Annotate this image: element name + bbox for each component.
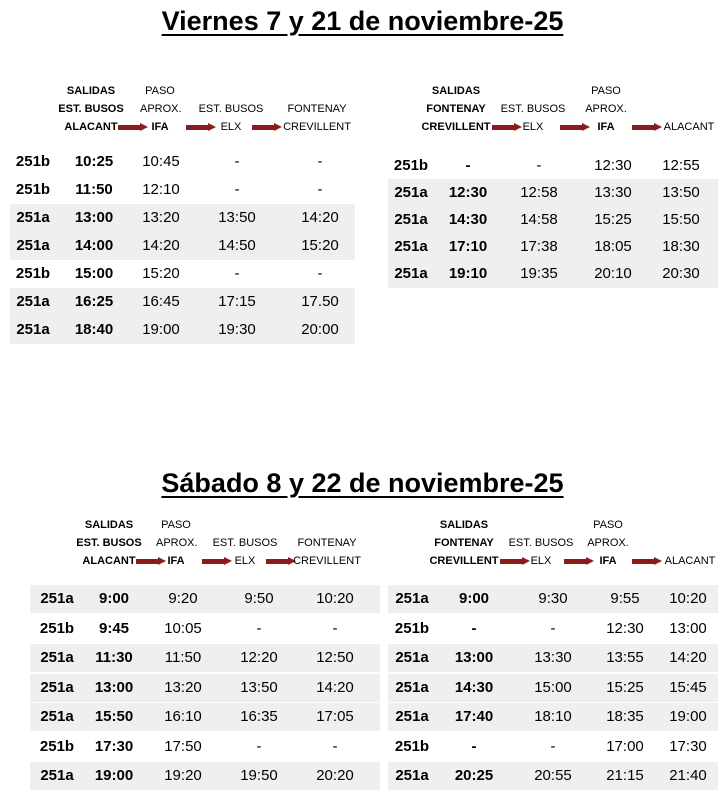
cell-elx: 17:15: [218, 293, 256, 310]
cell-alc: 13:50: [662, 184, 700, 201]
cell-elx: -: [234, 153, 240, 170]
cell-elx: 19:50: [240, 767, 278, 784]
cell-elx: -: [256, 737, 262, 755]
cell-line: 251b: [15, 153, 51, 170]
cell-alc: 19:00: [669, 708, 707, 725]
cell-elx: -: [550, 737, 556, 755]
cell-line: 251a: [16, 321, 50, 338]
cell-dep: 11:50: [75, 181, 113, 198]
cell-elx: 16:35: [240, 708, 278, 725]
cell-alc: 20:30: [662, 265, 700, 282]
header-paso-ifa: PASO APROX. IFA: [140, 85, 182, 133]
cell-line: 251a: [394, 265, 428, 282]
table-row: [10, 148, 355, 176]
header-elx: EST. BUSOS ELX: [212, 537, 278, 567]
cell-ifa: 15:25: [606, 678, 644, 696]
cell-alc: 17:30: [669, 737, 707, 755]
cell-elx: 13:50: [218, 209, 256, 226]
cell-ifa: 16:45: [142, 293, 180, 310]
cell-ifa: 18:35: [606, 708, 644, 725]
cell-crev: 20:20: [316, 767, 354, 784]
header-elx: EST. BUSOS ELX: [198, 103, 264, 133]
table-row: [388, 703, 718, 731]
cell-line: 251a: [40, 649, 74, 666]
cell-dep: 11:30: [95, 649, 133, 666]
cell-elx: 9:50: [244, 590, 274, 607]
cell-ifa: 13:55: [606, 649, 644, 666]
saturday-title: Sábado 8 y 22 de noviembre-25: [161, 468, 564, 498]
header-paso-ifa: PASO APROX. IFA: [585, 85, 627, 133]
cell-dep: 19:00: [94, 767, 134, 784]
cell-crev: -: [332, 619, 338, 637]
cell-line: 251a: [40, 678, 74, 696]
cell-ifa: 13:20: [142, 209, 180, 226]
table-row: [388, 585, 718, 613]
table-row: [388, 260, 718, 288]
cell-dep: 17:10: [448, 238, 488, 255]
cell-dep: 18:40: [74, 321, 114, 338]
table-row: [30, 703, 380, 731]
friday-title: Viernes 7 y 21 de noviembre-25: [161, 6, 564, 36]
cell-dep: 17:40: [454, 708, 494, 725]
cell-dep: 13:00: [74, 209, 114, 226]
cell-line: 251b: [39, 737, 75, 755]
header-salidas: SALIDAS FONTENAY CREVILLENT: [421, 85, 491, 133]
cell-dep: 14:30: [448, 211, 488, 228]
table-row: [388, 152, 718, 180]
header-paso-ifa: PASO APROX. IFA: [587, 519, 629, 567]
table-row: [30, 762, 380, 790]
table-row: [10, 260, 355, 288]
cell-elx: -: [234, 181, 240, 198]
table-row: [10, 316, 355, 344]
saturday-outbound-header: [30, 516, 375, 567]
table-row: [10, 176, 355, 204]
table-row: [388, 644, 718, 672]
cell-ifa: 9:20: [168, 590, 198, 607]
cell-ifa: 15:20: [142, 265, 180, 282]
cell-dep: 16:25: [74, 293, 114, 310]
table-row: [30, 733, 380, 761]
cell-crev: -: [317, 181, 323, 198]
cell-line: 251a: [16, 209, 50, 226]
cell-line: 251a: [16, 237, 50, 254]
cell-crev: 14:20: [316, 678, 354, 696]
table-row: [10, 232, 355, 260]
cell-ifa: 18:05: [594, 238, 632, 255]
cell-crev: 15:20: [301, 237, 339, 254]
cell-alc: 15:45: [669, 678, 707, 696]
cell-line: 251b: [394, 619, 430, 637]
cell-ifa: 19:20: [164, 767, 202, 784]
cell-line: 251a: [395, 649, 429, 666]
cell-crev: -: [317, 265, 323, 282]
cell-crev: -: [317, 153, 323, 170]
cell-crev: 20:00: [301, 321, 339, 338]
cell-dep: 15:00: [74, 265, 114, 282]
cell-ifa: 15:25: [594, 211, 632, 228]
header-alacant: ALACANT: [663, 121, 715, 133]
friday-return-header: [388, 82, 718, 133]
cell-dep: 10:25: [74, 153, 114, 170]
cell-dep: -: [465, 157, 471, 174]
cell-elx: -: [550, 619, 556, 637]
table-row: [388, 179, 718, 207]
cell-line: 251b: [393, 157, 429, 174]
cell-line: 251a: [395, 590, 429, 607]
cell-crev: 14:20: [301, 209, 339, 226]
header-fontenay: FONTENAY CREVILLENT: [293, 537, 361, 567]
table-row: [388, 233, 718, 261]
header-elx: EST. BUSOS ELX: [500, 103, 566, 133]
cell-line: 251a: [395, 678, 429, 696]
cell-alc: 18:30: [662, 238, 700, 255]
cell-elx: 14:58: [520, 211, 558, 228]
table-row: [10, 288, 355, 316]
cell-dep: 9:00: [458, 590, 490, 607]
cell-elx: 12:58: [520, 184, 558, 201]
cell-dep: -: [471, 619, 477, 637]
cell-line: 251a: [394, 211, 428, 228]
cell-crev: 17:05: [316, 708, 354, 725]
cell-ifa: 13:20: [164, 678, 202, 696]
header-elx: EST. BUSOS ELX: [508, 537, 574, 567]
cell-alc: 15:50: [662, 211, 700, 228]
cell-ifa: 21:15: [606, 767, 644, 784]
cell-dep: 17:30: [94, 737, 134, 755]
cell-crev: 10:20: [316, 590, 354, 607]
table-row: [388, 615, 718, 643]
header-alacant: ALACANT: [664, 555, 716, 567]
cell-elx: 15:00: [534, 678, 572, 696]
cell-elx: 19:35: [520, 265, 558, 282]
cell-ifa: 12:10: [142, 181, 180, 198]
cell-ifa: 9:55: [610, 590, 640, 607]
cell-ifa: 17:50: [164, 737, 202, 755]
cell-dep: -: [471, 737, 477, 755]
header-salidas: SALIDAS FONTENAY CREVILLENT: [429, 519, 499, 567]
cell-elx: -: [536, 157, 542, 174]
cell-elx: 13:50: [240, 678, 278, 696]
cell-line: 251a: [40, 590, 74, 607]
cell-ifa: 17:00: [606, 737, 644, 755]
cell-elx: 20:55: [534, 767, 572, 784]
table-row: [388, 733, 718, 761]
cell-line: 251a: [395, 708, 429, 725]
arrow-icon: [632, 558, 662, 565]
cell-dep: 9:00: [98, 590, 130, 607]
cell-dep: 15:50: [94, 708, 134, 725]
cell-line: 251b: [15, 181, 51, 198]
cell-alc: 10:20: [669, 590, 707, 607]
header-paso-ifa: PASO APROX. IFA: [156, 519, 198, 567]
cell-alc: 12:55: [662, 157, 700, 174]
table-row: [30, 585, 380, 613]
cell-elx: 12:20: [240, 649, 278, 666]
cell-alc: 14:20: [669, 649, 707, 666]
cell-dep: 19:10: [448, 265, 488, 282]
cell-elx: 17:38: [520, 238, 558, 255]
cell-dep: 14:30: [454, 678, 494, 696]
cell-elx: 14:50: [218, 237, 256, 254]
table-row: [388, 674, 718, 702]
cell-ifa: 12:30: [594, 157, 632, 174]
cell-ifa: 10:45: [142, 153, 180, 170]
cell-alc: 21:40: [669, 767, 707, 784]
cell-ifa: 20:10: [594, 265, 632, 282]
table-row: [388, 206, 718, 234]
cell-line: 251a: [40, 708, 74, 725]
cell-dep: 20:25: [454, 767, 494, 784]
cell-line: 251b: [394, 737, 430, 755]
cell-line: 251b: [39, 619, 75, 637]
cell-dep: 14:00: [74, 237, 114, 254]
cell-elx: 13:30: [534, 649, 572, 666]
friday-outbound-header: [10, 82, 355, 133]
table-row: [388, 762, 718, 790]
cell-crev: 17.50: [301, 293, 339, 310]
cell-line: 251a: [394, 184, 428, 201]
saturday-return-header: [388, 516, 718, 567]
header-fontenay: FONTENAY CREVILLENT: [283, 103, 351, 133]
table-row: [30, 674, 380, 702]
cell-dep: 13:00: [454, 649, 494, 666]
cell-line: 251a: [395, 767, 429, 784]
cell-dep: 12:30: [448, 184, 488, 201]
cell-line: 251a: [40, 767, 74, 784]
cell-ifa: 10:05: [164, 619, 202, 637]
cell-ifa: 12:30: [606, 619, 644, 637]
cell-elx: 18:10: [534, 708, 572, 725]
cell-alc: 13:00: [669, 619, 707, 637]
table-row: [30, 615, 380, 643]
cell-elx: 19:30: [218, 321, 256, 338]
cell-line: 251a: [394, 238, 428, 255]
cell-elx: 9:30: [538, 590, 568, 607]
cell-dep: 9:45: [98, 619, 130, 637]
cell-line: 251b: [15, 265, 51, 282]
header-salidas: SALIDAS EST. BUSOS ALACANT: [58, 85, 124, 133]
cell-elx: -: [234, 265, 240, 282]
cell-elx: -: [256, 619, 262, 637]
cell-ifa: 11:50: [164, 649, 202, 666]
table-row: [30, 644, 380, 672]
cell-ifa: 19:00: [142, 321, 180, 338]
cell-crev: -: [332, 737, 338, 755]
table-row: [10, 204, 355, 232]
cell-line: 251a: [16, 293, 50, 310]
cell-crev: 12:50: [316, 649, 354, 666]
header-salidas: SALIDAS EST. BUSOS ALACANT: [76, 519, 142, 567]
cell-dep: 13:00: [94, 678, 134, 696]
cell-ifa: 16:10: [164, 708, 202, 725]
cell-ifa: 13:30: [594, 184, 632, 201]
cell-ifa: 14:20: [142, 237, 180, 254]
